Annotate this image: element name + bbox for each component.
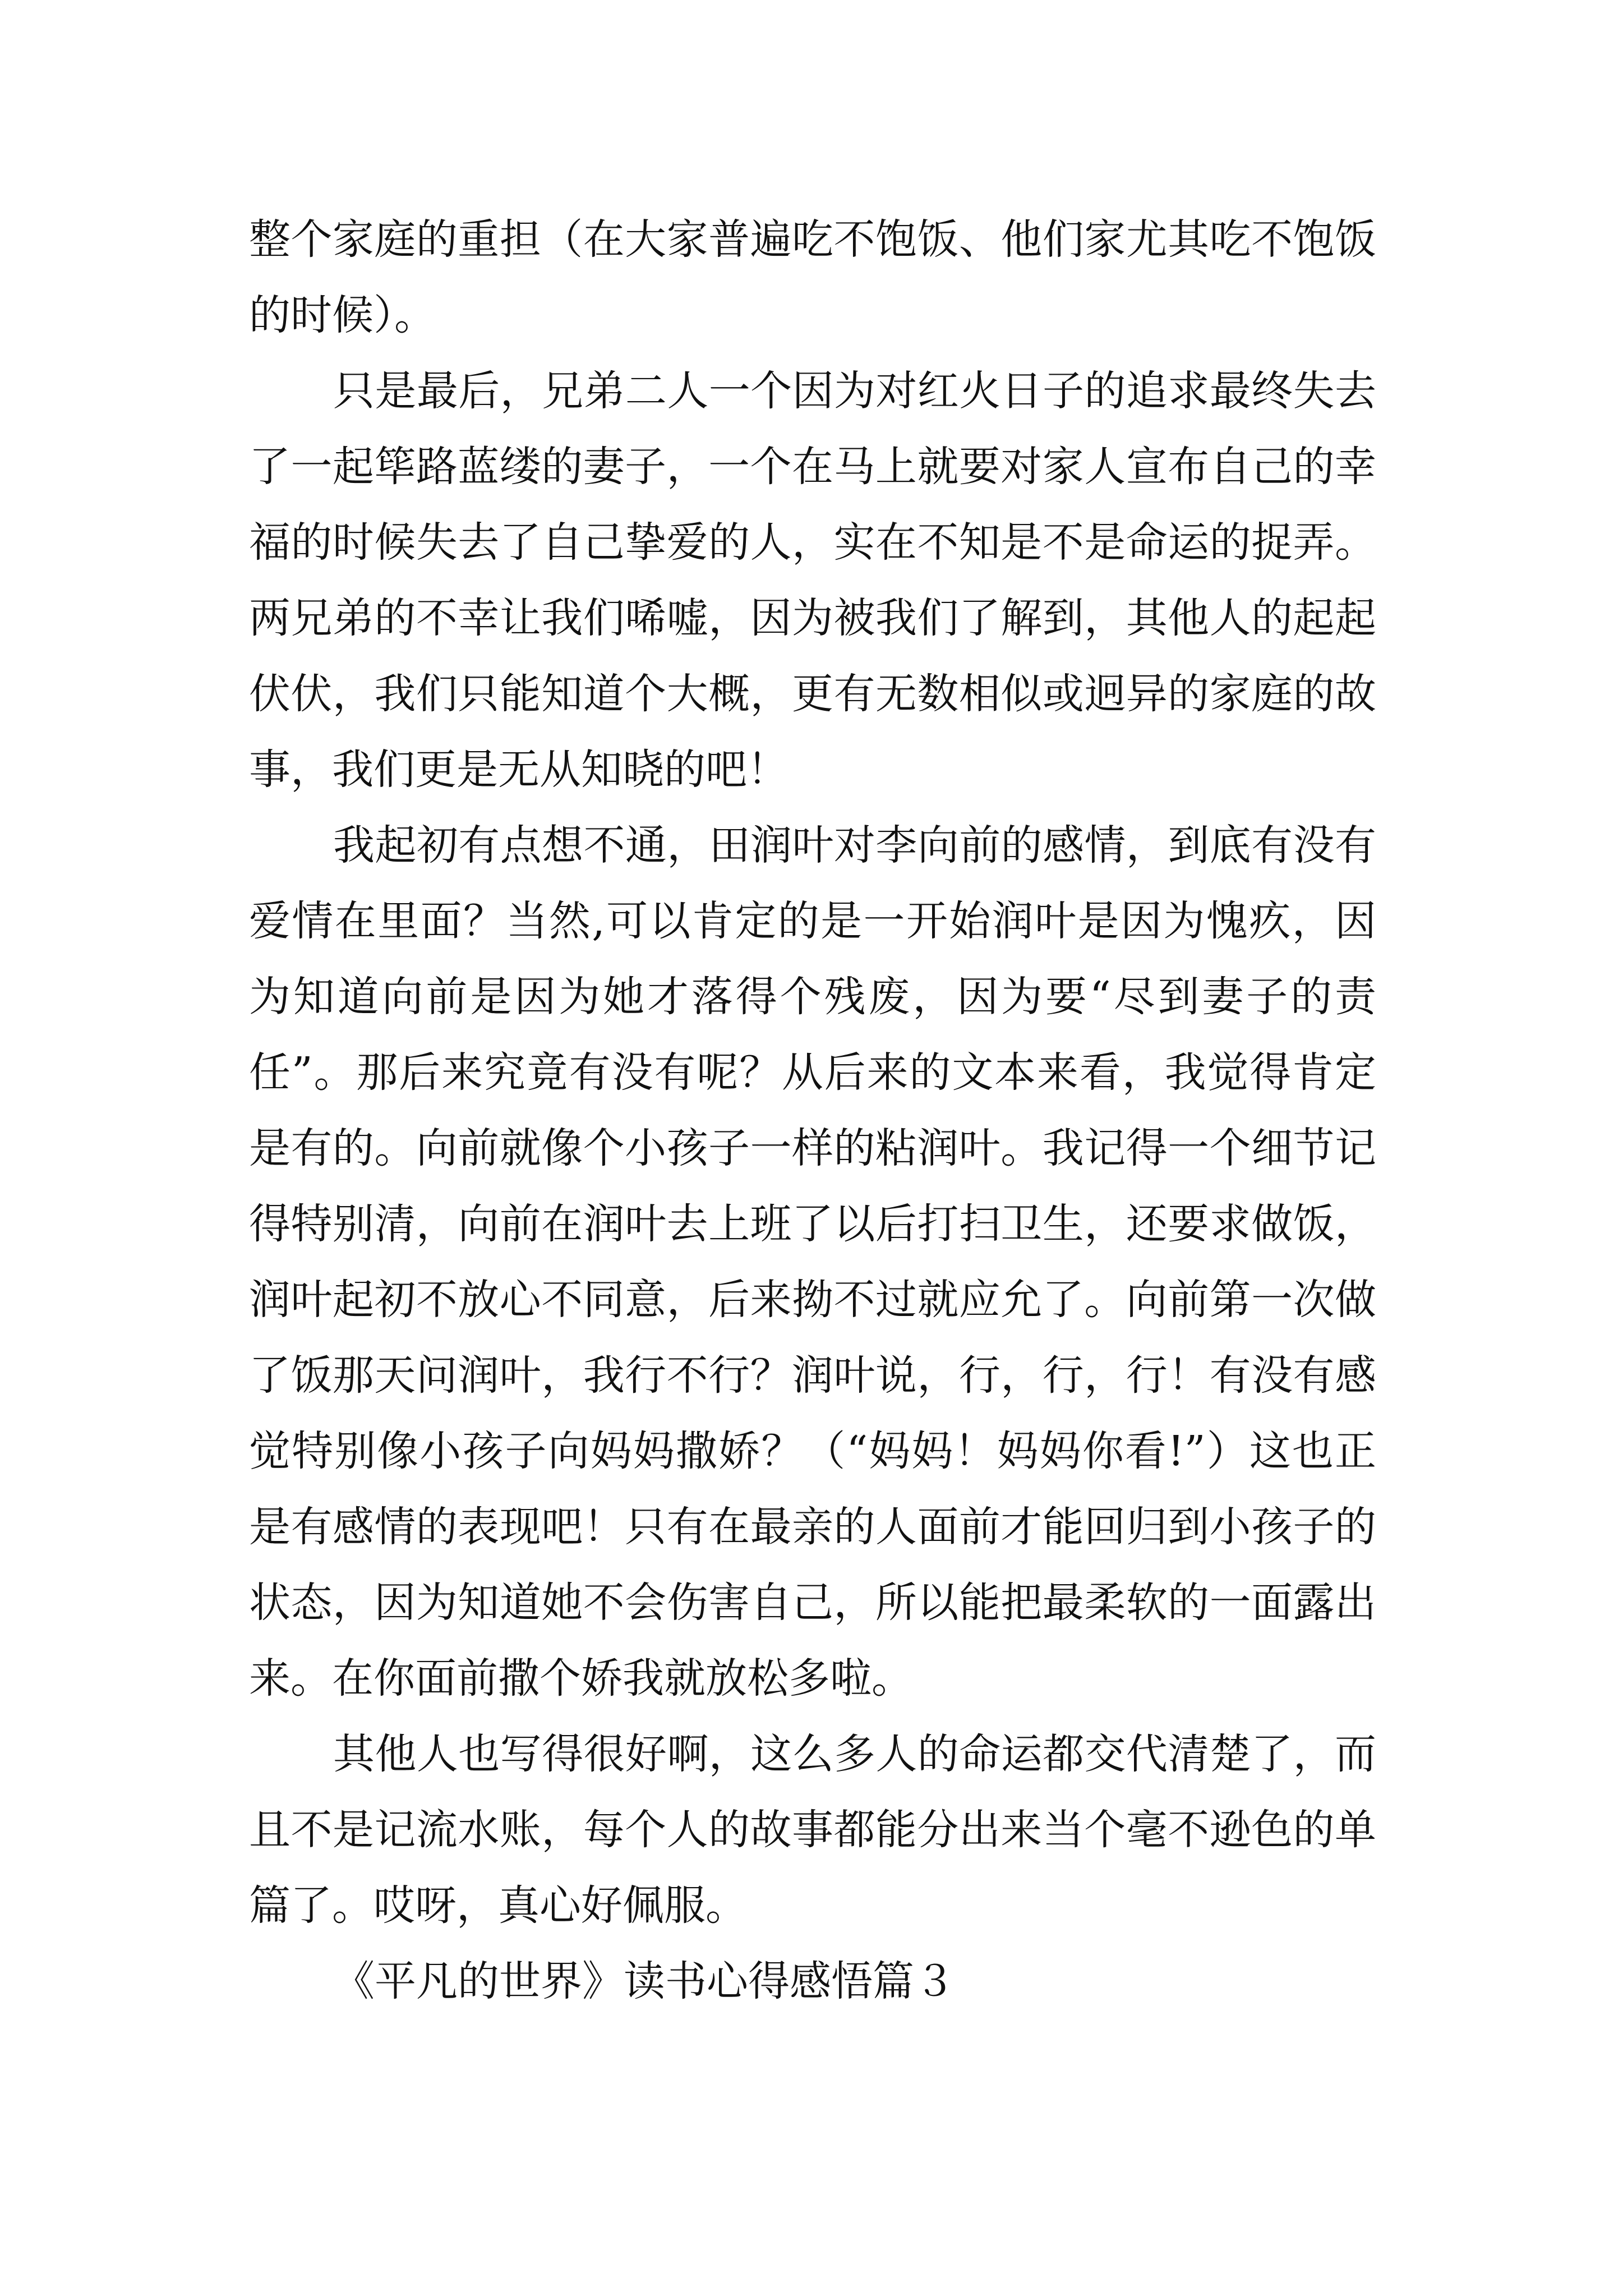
paragraph-1: 整个家庭的重担（在大家普遍吃不饱饭、他们家尤其吃不饱饭的时候）。 (249, 215, 1376, 339)
section-heading: 《平凡的世界》读书心得感悟篇３ (333, 1957, 956, 2005)
paragraph-2: 只是最后，兄弟二人一个因为对红火日子的追求最终失去了一起筚路蓝缕的妻子，一个在马上就要对家人宣布自己的幸福的时候失去了自己挚爱的人，实在不知是不是命运的捉弄。两兄弟的不幸让我们唏嘘，因为被我们了解到，其他人的起起伏伏，我们只能知道个大概，更有无数相似或迥异的家庭的故事，我们更是无从知晓的吧！ (249, 367, 1376, 794)
paragraph-3: 我起初有点想不通，田润叶对李向前的感情，到底有没有爱情在里面？当然,可以肯定的是一开始润叶是因为愧疚，因为知道向前是因为她才落得个残废，因为要“尽到妻子的责任”。那后来究竟有没有呢？从后来的文本来看，我觉得肯定是有的。向前就像个小孩子一样的粘润叶。我记得一个细节记得特别清，向前在润叶去上班了以后打扫卫生，还要求做饭，润叶起初不放心不同意，后来拗不过就应允了。向前第一次做了饭那天问润叶，我行不行？润叶说，行，行，行！有没有感觉特别像小孩子向妈妈撒娇？（“妈妈！妈妈你看!”）这也正是有感情的表现吧！只有在最亲的人面前才能回归到小孩子的状态，因为知道她不会伤害自己，所以能把最柔软的一面露出来。在你面前撒个娇我就放松多啦。 (249, 821, 1376, 1703)
document-body (249, 202, 1376, 2019)
paragraph-4: 其他人也写得很好啊，这么多人的命运都交代清楚了，而且不是记流水账，每个人的故事都能分出来当个毫不逊色的单篇了。哎呀，真心好佩服。 (249, 1730, 1376, 1930)
